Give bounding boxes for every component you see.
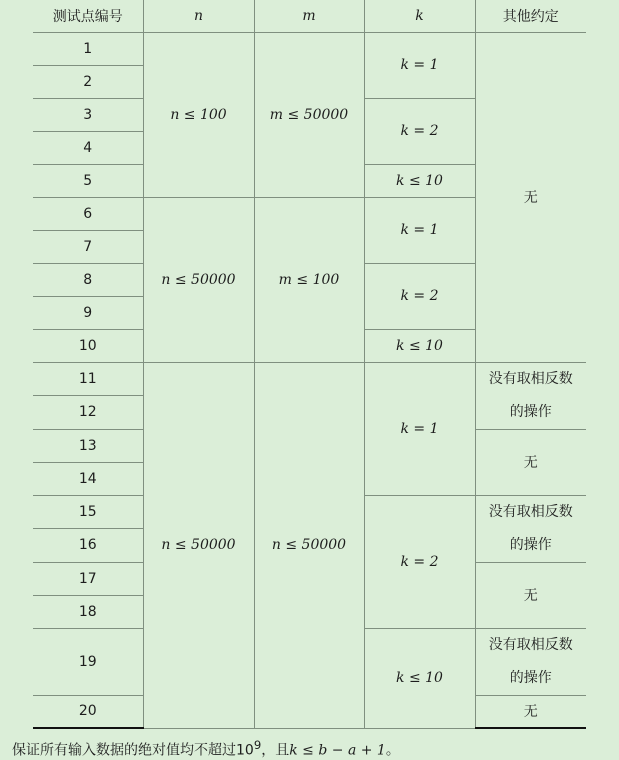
header-other: 其他约定	[475, 0, 586, 32]
other-line: 的操作	[509, 669, 552, 686]
m-constraint: n ≤ 50000	[254, 362, 364, 728]
test-id: 19	[33, 628, 143, 695]
other-constraint: 无	[475, 32, 586, 362]
test-id: 20	[33, 695, 143, 728]
test-id: 5	[33, 164, 143, 197]
k-constraint: k ≤ 10	[364, 164, 475, 197]
k-constraint: k = 1	[364, 362, 475, 495]
test-id: 12	[33, 396, 143, 430]
other-constraint	[475, 495, 586, 562]
header-row	[33, 0, 586, 32]
footnote-text-end: 。	[385, 742, 400, 759]
other-line: 没有取相反数	[488, 503, 573, 520]
k-constraint: k ≤ 10	[364, 329, 475, 362]
footnote	[12, 738, 400, 760]
n-constraint: n ≤ 50000	[143, 197, 254, 362]
test-id: 18	[33, 595, 143, 628]
other-constraint	[475, 362, 586, 429]
test-id: 8	[33, 263, 143, 296]
footnote-exponent: 9	[253, 738, 262, 752]
k-constraint: k = 2	[364, 263, 475, 329]
test-id: 9	[33, 296, 143, 329]
test-id: 17	[33, 562, 143, 595]
m-constraint: m ≤ 100	[254, 197, 364, 362]
header-n: n	[143, 0, 254, 32]
other-constraint: 无	[475, 429, 586, 495]
k-constraint: k = 1	[364, 32, 475, 98]
k-constraint: k ≤ 10	[364, 628, 475, 728]
footnote-text: 保证所有输入数据的绝对值均不超过10	[12, 742, 254, 759]
other-constraint: 无	[475, 695, 586, 728]
other-constraint: 无	[475, 562, 586, 628]
test-id: 14	[33, 462, 143, 495]
n-constraint: n ≤ 100	[143, 32, 254, 197]
k-constraint: k = 1	[364, 197, 475, 263]
test-id: 15	[33, 495, 143, 529]
k-constraint: k = 2	[364, 495, 475, 628]
test-id: 10	[33, 329, 143, 362]
other-line: 的操作	[509, 536, 552, 553]
test-id: 16	[33, 529, 143, 563]
test-id: 13	[33, 429, 143, 462]
header-m: m	[254, 0, 364, 32]
test-id: 4	[33, 131, 143, 164]
other-line: 的操作	[509, 403, 552, 420]
footnote-text-mid: ，且	[261, 742, 290, 759]
header-id: 测试点编号	[33, 0, 143, 32]
k-constraint: k = 2	[364, 98, 475, 164]
test-id: 1	[33, 32, 143, 65]
table-row	[33, 32, 586, 65]
test-id: 3	[33, 98, 143, 131]
test-id: 11	[33, 362, 143, 396]
n-constraint: n ≤ 50000	[143, 362, 254, 728]
m-constraint: m ≤ 50000	[254, 32, 364, 197]
test-id: 7	[33, 230, 143, 263]
other-line: 没有取相反数	[488, 636, 573, 653]
test-id: 6	[33, 197, 143, 230]
table-row	[33, 362, 586, 396]
other-constraint	[475, 628, 586, 695]
other-line: 没有取相反数	[488, 370, 573, 387]
constraints-table	[33, 0, 586, 729]
test-id: 2	[33, 65, 143, 98]
footnote-math: k ≤ b − a + 1	[289, 742, 386, 759]
header-k: k	[364, 0, 475, 32]
